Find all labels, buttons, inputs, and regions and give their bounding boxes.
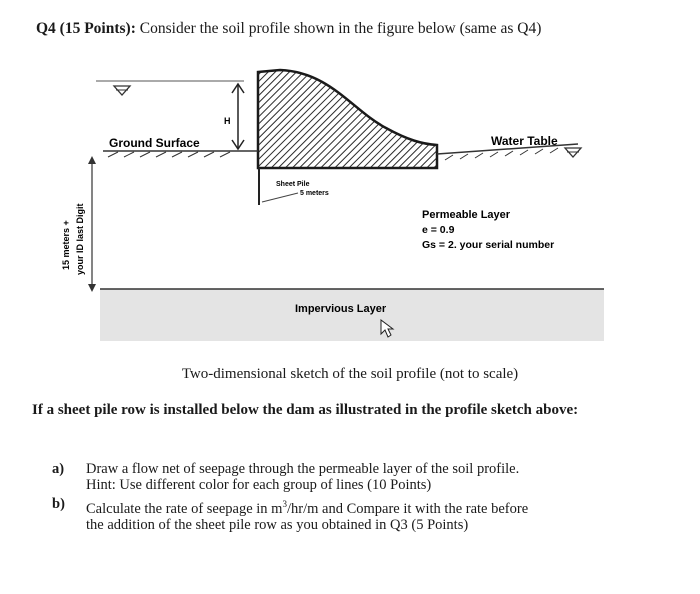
task-b-superscript: 3 (282, 499, 287, 509)
depth-label-line1: 15 meters + (61, 220, 71, 270)
question-label: Q4 (15 Points): (36, 20, 136, 37)
task-b-marker: b) (52, 496, 65, 512)
instruction-text: If a sheet pile row is installed below the dam as illustrated in the profile sketch above: (32, 402, 579, 418)
dam-body (258, 70, 437, 168)
sheet-pile-leader (262, 193, 298, 202)
depth-dimension-arrow (88, 156, 96, 292)
h-label: H (224, 116, 231, 126)
task-b (52, 496, 612, 533)
water-table-label: Water Table (491, 134, 558, 148)
depth-label-line2: your ID last Digit (75, 203, 85, 275)
impervious-layer-label: Impervious Layer (295, 303, 387, 315)
sheet-pile-label: Sheet Pile (276, 181, 310, 188)
water-table-icon (565, 148, 581, 157)
impervious-layer (100, 289, 604, 341)
task-b-line1-part1: Calculate the rate of seepage in m (86, 500, 283, 517)
upstream-water-level-icon (96, 81, 244, 95)
ground-surface-label: Ground Surface (109, 136, 200, 150)
question-text: Consider the soil profile shown in the figure below (same as Q4) (135, 20, 542, 37)
task-b-line1 (86, 496, 612, 517)
task-b-line1-part2: /hr/m and Compare it with the rate before (286, 500, 529, 517)
task-a (52, 461, 612, 493)
task-a-line2: Hint: Use different color for each group of lines (10 Points) (86, 477, 432, 493)
task-list (52, 461, 612, 536)
void-ratio-label: e = 0.9 (422, 224, 455, 236)
task-a-line1: Draw a flow net of seepage through the permeable layer of the soil profile. (86, 461, 520, 477)
sheet-pile-depth-label: 5 meters (300, 190, 329, 197)
task-a-marker: a) (52, 461, 65, 477)
specific-gravity-label: Gs = 2. your serial number (422, 239, 555, 251)
task-b-line2: the addition of the sheet pile row as you obtained in Q3 (5 Points) (86, 516, 469, 533)
permeable-layer-title: Permeable Layer (422, 209, 511, 221)
figure-caption: Two-dimensional sketch of the soil profile (not to scale) (181, 366, 519, 382)
h-dimension-arrow (232, 84, 244, 149)
